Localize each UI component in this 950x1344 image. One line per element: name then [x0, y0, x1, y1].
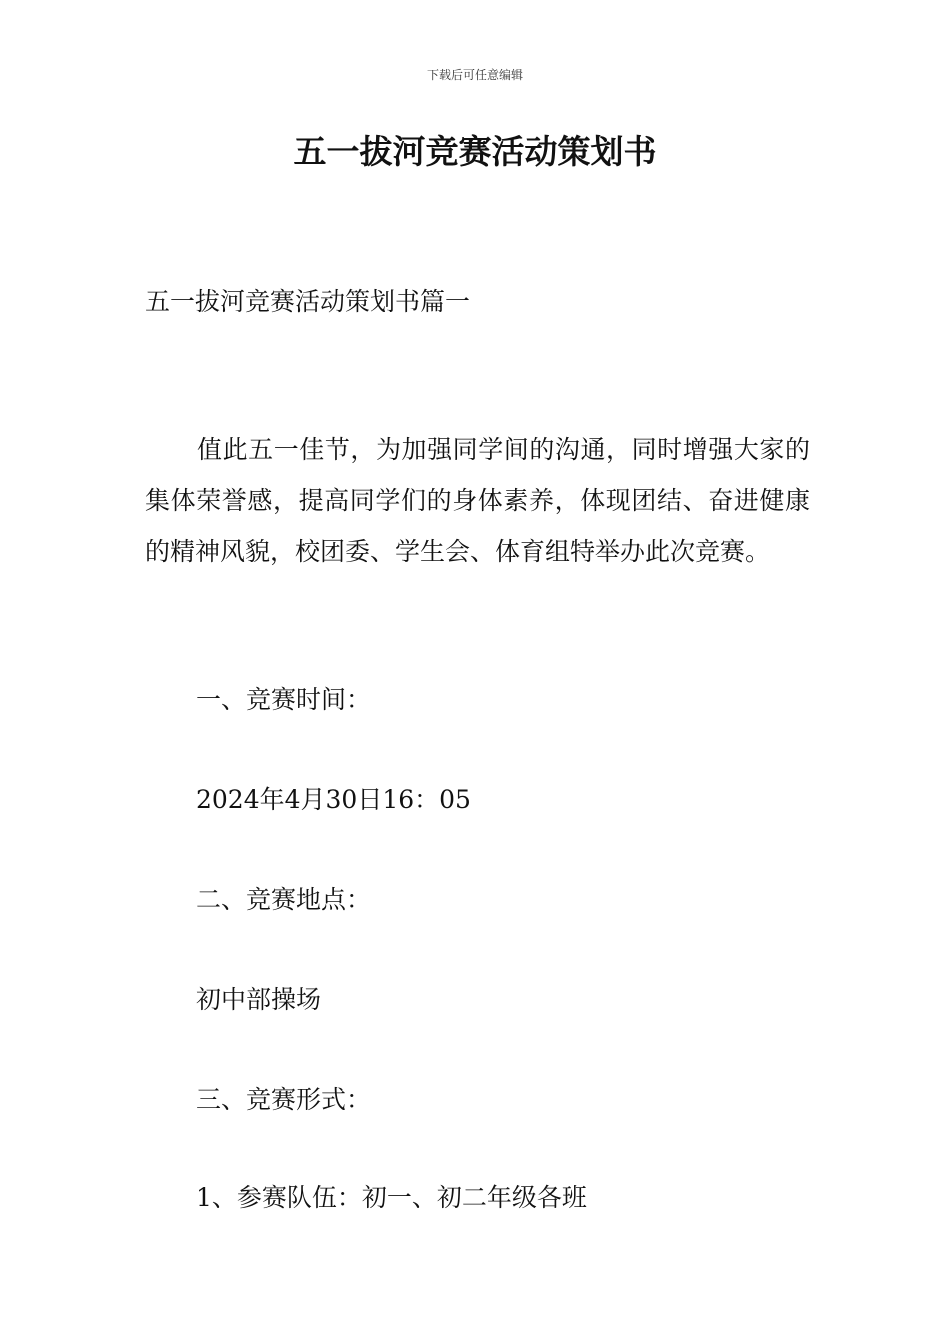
- format-heading: 三、竞赛形式：: [196, 1085, 372, 1114]
- document-title: 五一拔河竞赛活动策划书: [293, 132, 657, 171]
- place-value: 初中部操场: [196, 985, 322, 1014]
- section-subtitle: 五一拔河竞赛活动策划书篇一: [145, 287, 471, 316]
- format-item-1: 1、参赛队伍：初一、初二年级各班: [196, 1183, 587, 1212]
- time-heading: 一、竞赛时间：: [196, 685, 372, 714]
- place-heading: 二、竞赛地点：: [196, 885, 372, 914]
- header-note: 下载后可任意编辑: [426, 68, 523, 82]
- time-value: 2024年4月30日16：05: [196, 785, 471, 814]
- intro-paragraph: 值此五一佳节，为加强同学间的沟通，同时增强大家的集体荣誉感，提高同学们的身体素养，体现团结、奋进健康的精神风貌，校团委、学生会、体育组特举办此次竞赛。: [145, 435, 810, 566]
